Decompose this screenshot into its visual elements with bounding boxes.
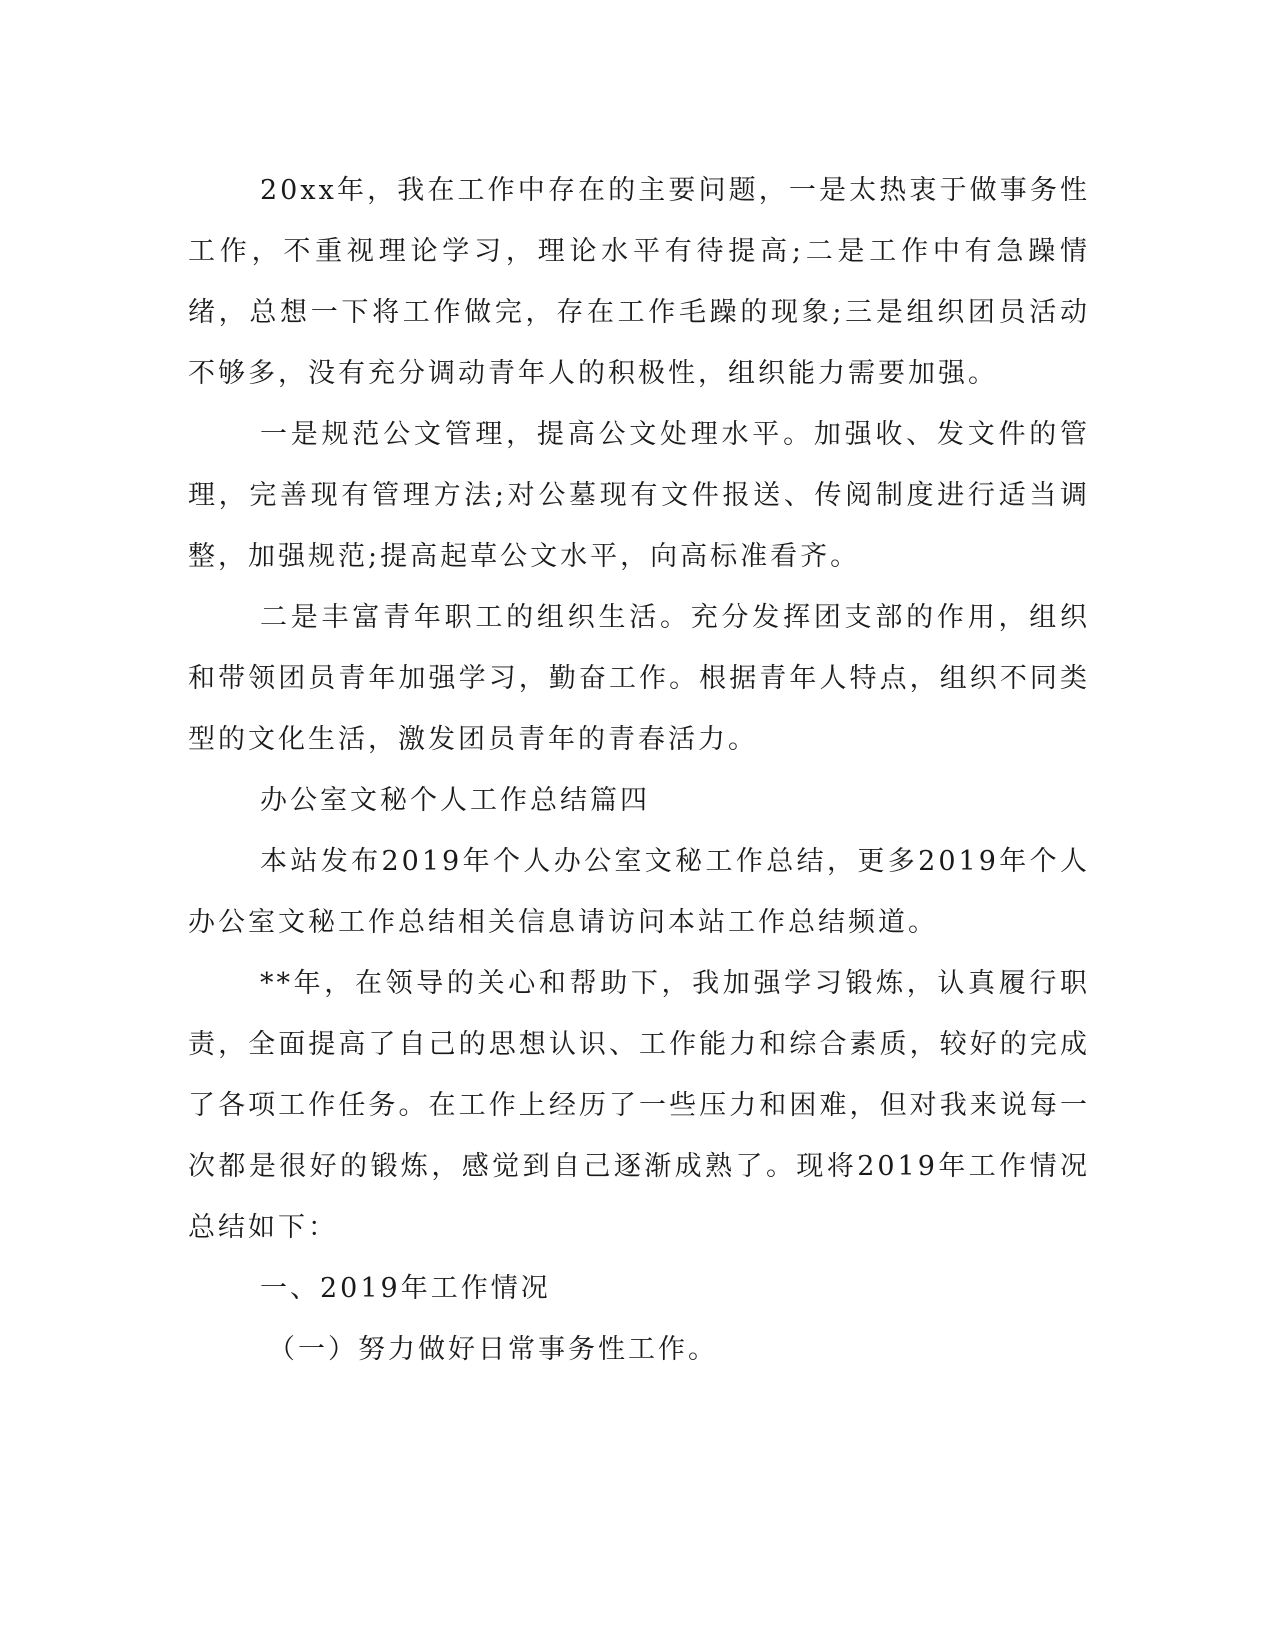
document-body bbox=[188, 160, 1090, 1380]
paragraph-youth-activities: 二是丰富青年职工的组织生活。充分发挥团支部的作用，组织和带领团员青年加强学习，勤奋工作。根据青年人特点，组织不同类型的文化生活，激发团员青年的青春活力。 bbox=[188, 602, 1090, 755]
paragraph-site-notice: 本站发布2019年个人办公室文秘工作总结，更多2019年个人办公室文秘工作总结相关信息请访问本站工作总结频道。 bbox=[188, 846, 1090, 938]
subheading-work-situation: 一、2019年工作情况 bbox=[260, 1273, 551, 1304]
subheading-daily-work: （一）努力做好日常事务性工作。 bbox=[268, 1334, 718, 1365]
paragraph-problems: 20xx年，我在工作中存在的主要问题，一是太热衷于做事务性工作，不重视理论学习，理论水平有待提高;二是工作中有急躁情绪，总想一下将工作做完，存在工作毛躁的现象;三是组织团员活动不够多，没有充分调动青年人的积极性，组织能力需要加强。 bbox=[188, 175, 1090, 389]
section-heading: 办公室文秘个人工作总结篇四 bbox=[260, 785, 650, 816]
paragraph-introduction: **年，在领导的关心和帮助下，我加强学习锻炼，认真履行职责，全面提高了自己的思想认识、工作能力和综合素质，较好的完成了各项工作任务。在工作上经历了一些压力和困难，但对我来说每一次都是很好的锻炼，感觉到自己逐渐成熟了。现将2019年工作情况总结如下： bbox=[188, 968, 1090, 1243]
paragraph-document-management: 一是规范公文管理，提高公文处理水平。加强收、发文件的管理，完善现有管理方法;对公墓现有文件报送、传阅制度进行适当调整，加强规范;提高起草公文水平，向高标准看齐。 bbox=[188, 419, 1090, 572]
